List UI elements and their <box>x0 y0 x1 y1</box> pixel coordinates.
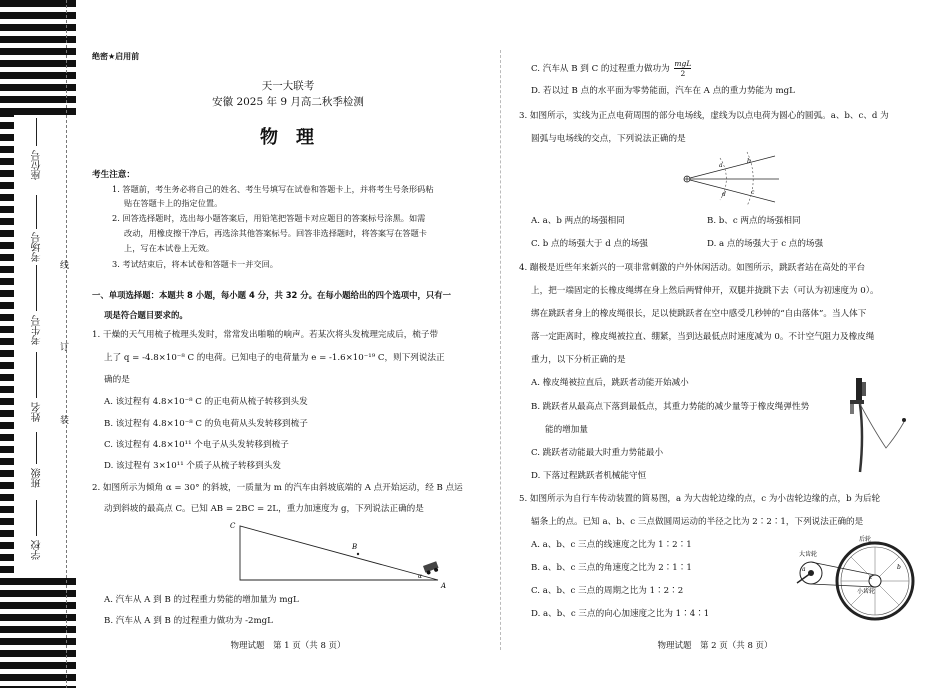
binding-stripe <box>0 12 76 19</box>
binding-stripe <box>0 362 14 369</box>
angle-label: α <box>418 573 423 580</box>
binding-stripe <box>0 122 14 129</box>
school-label: 学校 <box>32 540 43 560</box>
q4-stem: 绑在跳跃者身上的橡皮绳很长，足以使跳跃者在空中感受几秒钟的“自由落体”。当人体下 <box>531 309 867 319</box>
q2-stem: 动到斜坡的最高点 C。已知 AB = 2BC = 2L，重力加速度为 g，下列说法正确的是 <box>104 504 424 514</box>
binding-stripe <box>0 650 76 657</box>
page-footer: 物理试题 第 1 页（共 8 页） <box>230 641 346 651</box>
binding-stripe <box>0 182 14 189</box>
q1-stem: 1. 干燥的天气用梳子梳理头发时，常常发出啪啪的响声。若某次将头发梳理完成后，梳子带 <box>92 330 439 340</box>
binding-stripe <box>0 110 14 117</box>
binding-stripe <box>0 134 14 141</box>
q2-option-a: A. 汽车从 A 到 B 的过程重力势能的增加量为 mgL <box>104 595 299 605</box>
subject-title: 物理 <box>260 127 332 148</box>
binding-stripe <box>0 614 76 621</box>
binding-stripe <box>0 302 14 309</box>
binding-stripe <box>0 410 14 417</box>
field-point-a-label: a <box>719 162 723 169</box>
q2-option-b: B. 汽车从 A 到 B 的过程重力做功为 -2mgL <box>104 616 273 626</box>
binding-stripe <box>0 314 14 321</box>
section-heading: 一、单项选择题：本题共 8 小题，每小题 4 分，共 32 分。在每小题给出的四个选项中，只有一 <box>92 290 452 300</box>
exam-header-line1: 天一大联考 <box>261 80 315 92</box>
bungee-figure <box>840 376 915 476</box>
bicycle-drive-figure <box>777 533 915 629</box>
binding-stripe <box>0 48 76 55</box>
q4-option-d: D. 下落过程跳跃者机械能守恒 <box>531 471 647 481</box>
q1-option-c: C. 该过程有 4.8×10¹¹ 个电子从头发转移到梳子 <box>104 440 289 450</box>
note-line: 改动，用橡皮擦干净后，再选涂其他答案标号。回答非选择题时，将答案写在答题卡 <box>124 228 427 238</box>
point-b-label: B <box>352 543 358 551</box>
binding-stripe <box>0 338 14 345</box>
q1-option-d: D. 该过程有 3×10¹¹ 个质子从梳子转移到头发 <box>104 461 281 471</box>
q3-stem: 圆弧与电场线的交点，下列说法正确的是 <box>531 134 686 144</box>
name-label: 姓名 <box>32 402 43 422</box>
q3-option-c: C. b 点的场强大于 d 点的场强 <box>531 239 648 249</box>
notes-title: 考生注意： <box>92 170 135 180</box>
page-footer: 物理试题 第 2 页（共 8 页） <box>657 641 773 651</box>
slope-figure <box>228 518 448 588</box>
class-field[interactable] <box>36 432 37 464</box>
seat-number-field[interactable] <box>36 118 37 146</box>
page-2 <box>515 0 915 688</box>
binding-stripe <box>0 170 14 177</box>
secret-label: 绝密★启用前 <box>92 52 140 61</box>
binding-stripe <box>0 590 76 597</box>
binding-stripe <box>0 578 76 585</box>
big-gear-label: 大齿轮 <box>799 551 818 558</box>
binding-stripe <box>0 542 14 549</box>
binding-stripe <box>0 84 76 91</box>
binding-stripe <box>0 674 76 681</box>
binding-stripe <box>0 0 76 7</box>
student-number-field[interactable] <box>36 265 37 311</box>
binding-stripe <box>0 386 14 393</box>
binding-stripe <box>0 530 14 537</box>
exam-header-line2: 安徽 2025 年 9 月高二秋季检测 <box>212 96 364 108</box>
seat-number-label: 座位号 <box>32 150 43 180</box>
note-line: 2. 回答选择题时，选出每小题答案后，用铅笔把答题卡对应题目的答案标号涂黑。如需 <box>112 213 426 223</box>
binding-stripe <box>0 158 14 165</box>
cut-mark: 装 <box>60 416 70 426</box>
school-field[interactable] <box>36 500 37 536</box>
fraction-numerator: mgL <box>674 59 692 68</box>
class-label: 班级 <box>32 468 43 488</box>
q3-option-b: B. b、c 两点的场强相同 <box>707 216 801 226</box>
binding-stripe <box>0 96 76 103</box>
q2-option-d: D. 若以过 B 点的水平面为零势能面，汽车在 A 点的重力势能为 mgL <box>531 86 795 96</box>
gear-point-c-label: c <box>869 574 873 581</box>
exam-room-field[interactable] <box>36 195 37 229</box>
q5-stem: 5. 如图所示为自行车传动装置的简易图，a 为大齿轮边缘的点，c 为小齿轮边缘的点，b 为后轮 <box>519 494 881 504</box>
note-line: 3. 考试结束后，将本试卷和答题卡一并交回。 <box>112 259 278 269</box>
binding-stripe <box>0 446 14 453</box>
q1-option-a: A. 该过程有 4.8×10⁻⁸ C 的正电荷从梳子转移到头发 <box>104 397 308 407</box>
q5-option-d: D. a、b、c 三点的向心加速度之比为 1∶4∶1 <box>531 609 710 619</box>
binding-stripe <box>0 60 76 67</box>
q4-stem: 4. 蹦极是近些年来新兴的一项非常刺激的户外休闲活动。如图所示，跳跃者站在高处的平台 <box>519 263 866 273</box>
binding-stripe <box>0 554 14 561</box>
binding-stripe <box>0 518 14 525</box>
q4-option-c: C. 跳跃者动能最大时重力势能最小 <box>531 448 664 458</box>
binding-stripe <box>0 626 76 633</box>
name-field[interactable] <box>36 352 37 398</box>
binding-stripe <box>0 350 14 357</box>
binding-stripe <box>0 470 14 477</box>
binding-stripe <box>0 434 14 441</box>
field-point-b-label: b <box>747 158 751 165</box>
wheel-point-b-label: b <box>897 564 901 571</box>
field-point-d-label: d <box>722 191 726 198</box>
binding-stripe <box>0 146 14 153</box>
exam-room-label: 考场号 <box>32 232 43 262</box>
binding-stripe <box>0 458 14 465</box>
binding-stripe <box>0 72 76 79</box>
binding-stripe <box>0 374 14 381</box>
q5-option-c: C. a、b、c 三点的周期之比为 1∶2∶2 <box>531 586 684 596</box>
q4-option-a: A. 橡皮绳被拉直后，跳跃者动能开始减小 <box>531 378 689 388</box>
point-a-label: A <box>441 582 447 588</box>
q3-option-a: A. a、b 两点的场强相同 <box>531 216 625 226</box>
q4-stem: 上，把一端固定的长橡皮绳绑在身上然后两臂伸开，双腿并拢跳下去（可认为初速度为 0）。 <box>531 286 879 296</box>
q4-option-b: B. 跳跃者从最高点下落到最低点，其重力势能的减少量等于橡皮绳弹性势 <box>531 402 810 412</box>
q5-stem: 辐条上的点。已知 a、b、c 三点做圆周运动的半径之比为 2∶2∶1，下列说法正确的是 <box>531 517 864 527</box>
q4-stem: 重力，以下分析正确的是 <box>531 355 626 365</box>
car-icon <box>423 561 440 575</box>
binding-stripe <box>0 266 14 273</box>
student-number-label: 考生号 <box>32 315 43 345</box>
q4-option-b-cont: 能的增加量 <box>545 425 588 435</box>
note-line: 1. 答题前，考生务必将自己的姓名、考生号填写在试卷和答题卡上，并将考生号条形码粘 <box>112 184 434 194</box>
electric-field-figure <box>675 150 785 208</box>
binding-stripe <box>0 218 14 225</box>
gear-point-a-label: a <box>802 566 806 573</box>
binding-stripe <box>0 602 76 609</box>
q5-option-b: B. a、b、c 三点的角速度之比为 2∶1∶1 <box>531 563 692 573</box>
binding-stripe <box>0 482 14 489</box>
rear-wheel-label: 后轮 <box>859 536 872 543</box>
binding-stripe <box>0 230 14 237</box>
q3-option-d: D. a 点的场强大于 c 点的场强 <box>707 239 824 249</box>
cut-mark: 线 <box>60 261 70 271</box>
point-c-label: C <box>230 522 236 530</box>
binding-stripe <box>0 242 14 249</box>
binding-stripe <box>0 662 76 669</box>
q1-option-b: B. 该过程有 4.8×10⁻⁸ C 的负电荷从头发转移到梳子 <box>104 419 308 429</box>
binding-stripe <box>0 278 14 285</box>
q1-stem: 确的是 <box>104 375 130 385</box>
binding-stripe <box>0 398 14 405</box>
note-line: 贴在答题卡上的指定位置。 <box>124 198 223 208</box>
field-point-c-label: c <box>751 189 755 196</box>
binding-stripe <box>0 24 76 31</box>
binding-stripe <box>0 194 14 201</box>
binding-stripe <box>0 254 14 261</box>
binding-stripe <box>0 638 76 645</box>
binding-stripe <box>0 494 14 501</box>
q2-option-c: C. 汽车从 B 到 C 的过程重力做功为 mgL 2 <box>531 59 692 78</box>
binding-stripe <box>0 506 14 513</box>
binding-stripe <box>0 326 14 333</box>
q2-stem: 2. 如图所示为倾角 α = 30° 的斜坡，一质量为 m 的汽车由斜坡底端的 A 点开始运动，经 B 点运 <box>92 483 463 493</box>
q3-stem: 3. 如图所示，实线为正点电荷周围的部分电场线，虚线为以点电荷为圆心的圆弧。a、b、c、d 为 <box>519 111 889 121</box>
fraction-denominator: 2 <box>680 69 686 78</box>
binding-stripe <box>0 206 14 213</box>
page-1 <box>88 0 488 688</box>
binding-stripe <box>0 422 14 429</box>
q5-option-a: A. a、b、c 三点的线速度之比为 1∶2∶1 <box>531 540 692 550</box>
page-divider <box>500 50 501 650</box>
point-b <box>357 553 359 555</box>
q4-stem: 落一定距离时，橡皮绳被拉直、绷紧，当到达最低点时速度减为 0。不计空气阻力及橡皮绳 <box>531 332 875 342</box>
section-heading-cont: 项是符合题目要求的。 <box>104 310 188 320</box>
binding-stripe <box>0 36 76 43</box>
small-gear-label: 小齿轮 <box>857 588 876 595</box>
binding-stripe <box>0 290 14 297</box>
cut-mark: 订 <box>60 343 70 353</box>
note-line: 上，写在本试卷上无效。 <box>124 243 215 253</box>
binding-stripe <box>0 566 14 573</box>
q1-stem: 上了 q = -4.8×10⁻⁸ C 的电荷。已知电子的电荷量为 e = -1.6×10⁻¹⁹ C，则下列说法正 <box>104 353 445 363</box>
